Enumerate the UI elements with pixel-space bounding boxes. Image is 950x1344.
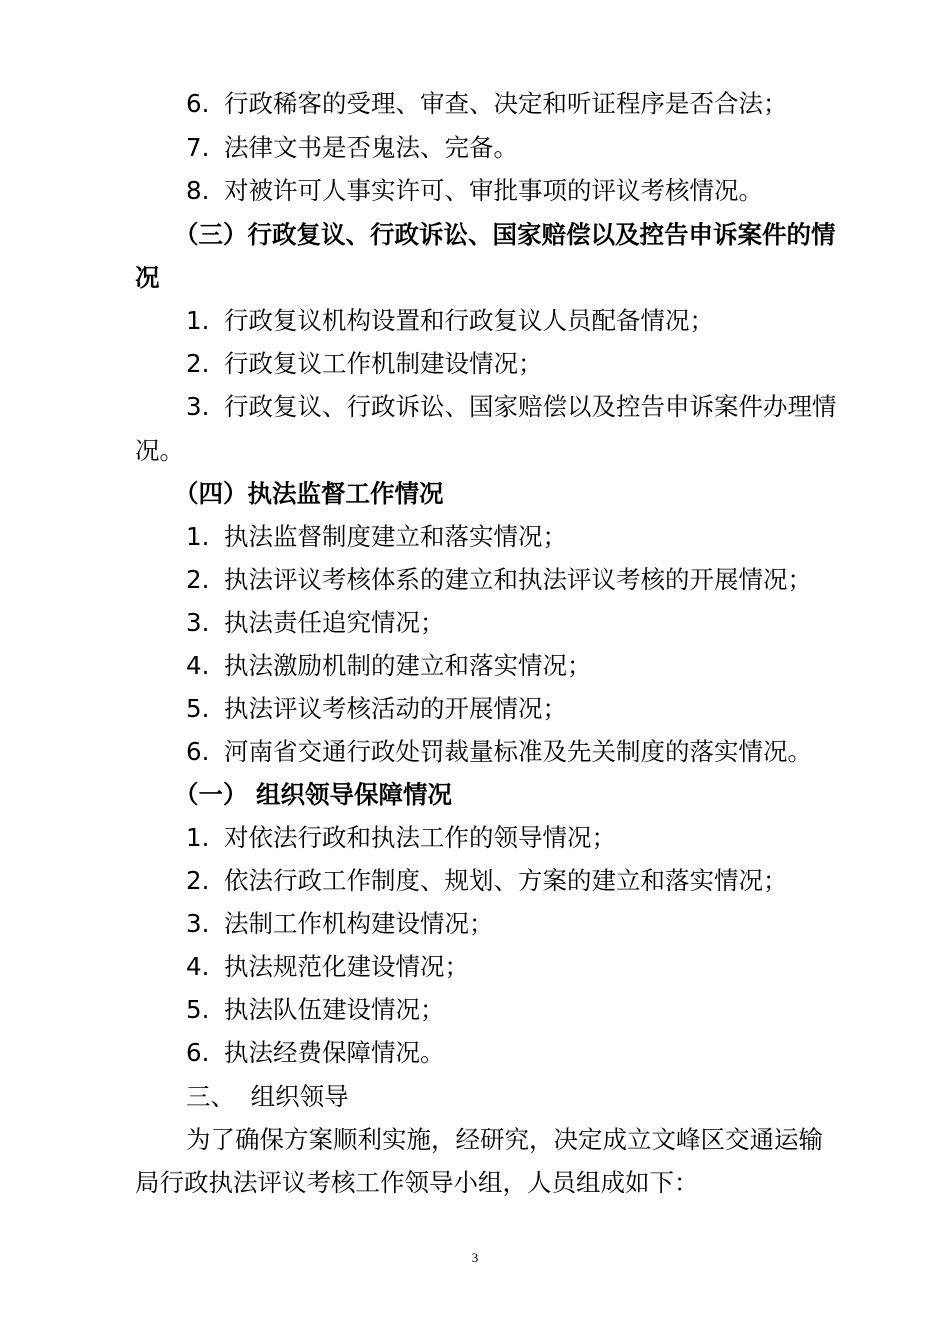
list-item-number: 3. — [186, 608, 210, 637]
list-item-number: 1. — [186, 823, 210, 852]
list-item — [186, 908, 494, 940]
list-item-number: 6. — [186, 737, 210, 766]
list-item — [186, 175, 763, 207]
list-item-text: 执法经费保障情况。 — [224, 1038, 445, 1067]
list-item-number: 6. — [186, 1038, 210, 1067]
paragraph-line: 局行政执法评议考核工作领导小组，人员组成如下： — [135, 1168, 699, 1197]
list-item — [186, 822, 616, 854]
list-item-text: 执法评议考核活动的开展情况； — [224, 694, 567, 723]
list-item-text: 执法规范化建设情况； — [224, 952, 469, 981]
section-heading-continuation: 况 — [135, 263, 160, 292]
list-item-continuation: 况。 — [135, 436, 184, 465]
list-item — [186, 736, 812, 768]
list-item — [186, 348, 543, 380]
list-item-text: 对依法行政和执法工作的领导情况； — [224, 823, 616, 852]
list-item-number: 5. — [186, 995, 210, 1024]
section-heading: （一） 组织领导保障情况 — [174, 780, 453, 809]
list-item — [186, 693, 567, 725]
list-item-number: 8. — [186, 176, 210, 205]
list-item-number: 4. — [186, 651, 210, 680]
list-item-text: 行政稀客的受理、审查、决定和听证程序是否合法； — [224, 89, 788, 118]
list-item-text: 行政复议工作机制建设情况； — [224, 349, 543, 378]
section-heading: （三）行政复议、行政诉讼、国家赔偿以及控告申诉案件的情 — [174, 220, 836, 249]
list-item — [186, 521, 567, 553]
list-item-number: 6. — [186, 89, 210, 118]
list-item — [186, 994, 445, 1026]
list-item — [186, 88, 788, 120]
list-item-text: 执法监督制度建立和落实情况； — [224, 522, 567, 551]
list-item — [186, 132, 518, 164]
list-item — [186, 865, 788, 897]
list-item-number: 2. — [186, 866, 210, 895]
list-item-number: 7. — [186, 133, 210, 162]
list-item — [186, 650, 592, 682]
list-item — [186, 305, 714, 337]
list-item-text: 法律文书是否鬼法、完备。 — [224, 133, 518, 162]
list-item-number: 5. — [186, 694, 210, 723]
list-item — [186, 1037, 445, 1069]
section-heading: （四）执法监督工作情况 — [174, 479, 444, 508]
list-item-text: 行政复议机构设置和行政复议人员配备情况； — [224, 306, 714, 335]
page-number: 3 — [471, 1250, 479, 1265]
list-item-text: 执法激励机制的建立和落实情况； — [224, 651, 592, 680]
list-item-text: 行政复议、行政诉讼、国家赔偿以及控告申诉案件办理情 — [224, 392, 837, 421]
list-item-number: 3. — [186, 909, 210, 938]
list-item — [186, 391, 837, 423]
list-item — [186, 607, 445, 639]
list-item-number: 2. — [186, 565, 210, 594]
list-item — [186, 564, 812, 596]
section-title: 三、 组织领导 — [186, 1082, 349, 1111]
list-item-text: 依法行政工作制度、规划、方案的建立和落实情况； — [224, 866, 788, 895]
list-item-text: 对被许可人事实许可、审批事项的评议考核情况。 — [224, 176, 763, 205]
list-item-text: 法制工作机构建设情况； — [224, 909, 494, 938]
list-item-number: 1. — [186, 522, 210, 551]
list-item-number: 3. — [186, 392, 210, 421]
list-item-number: 4. — [186, 952, 210, 981]
list-item-number: 1. — [186, 306, 210, 335]
list-item-text: 执法责任追究情况； — [224, 608, 445, 637]
list-item-number: 2. — [186, 349, 210, 378]
list-item-text: 执法队伍建设情况； — [224, 995, 445, 1024]
paragraph-line: 为了确保方案顺利实施，经研究，决定成立文峰区交通运输 — [186, 1125, 823, 1154]
list-item — [186, 951, 469, 983]
list-item-text: 执法评议考核体系的建立和执法评议考核的开展情况； — [224, 565, 812, 594]
list-item-text: 河南省交通行政处罚裁量标准及先关制度的落实情况。 — [224, 737, 812, 766]
